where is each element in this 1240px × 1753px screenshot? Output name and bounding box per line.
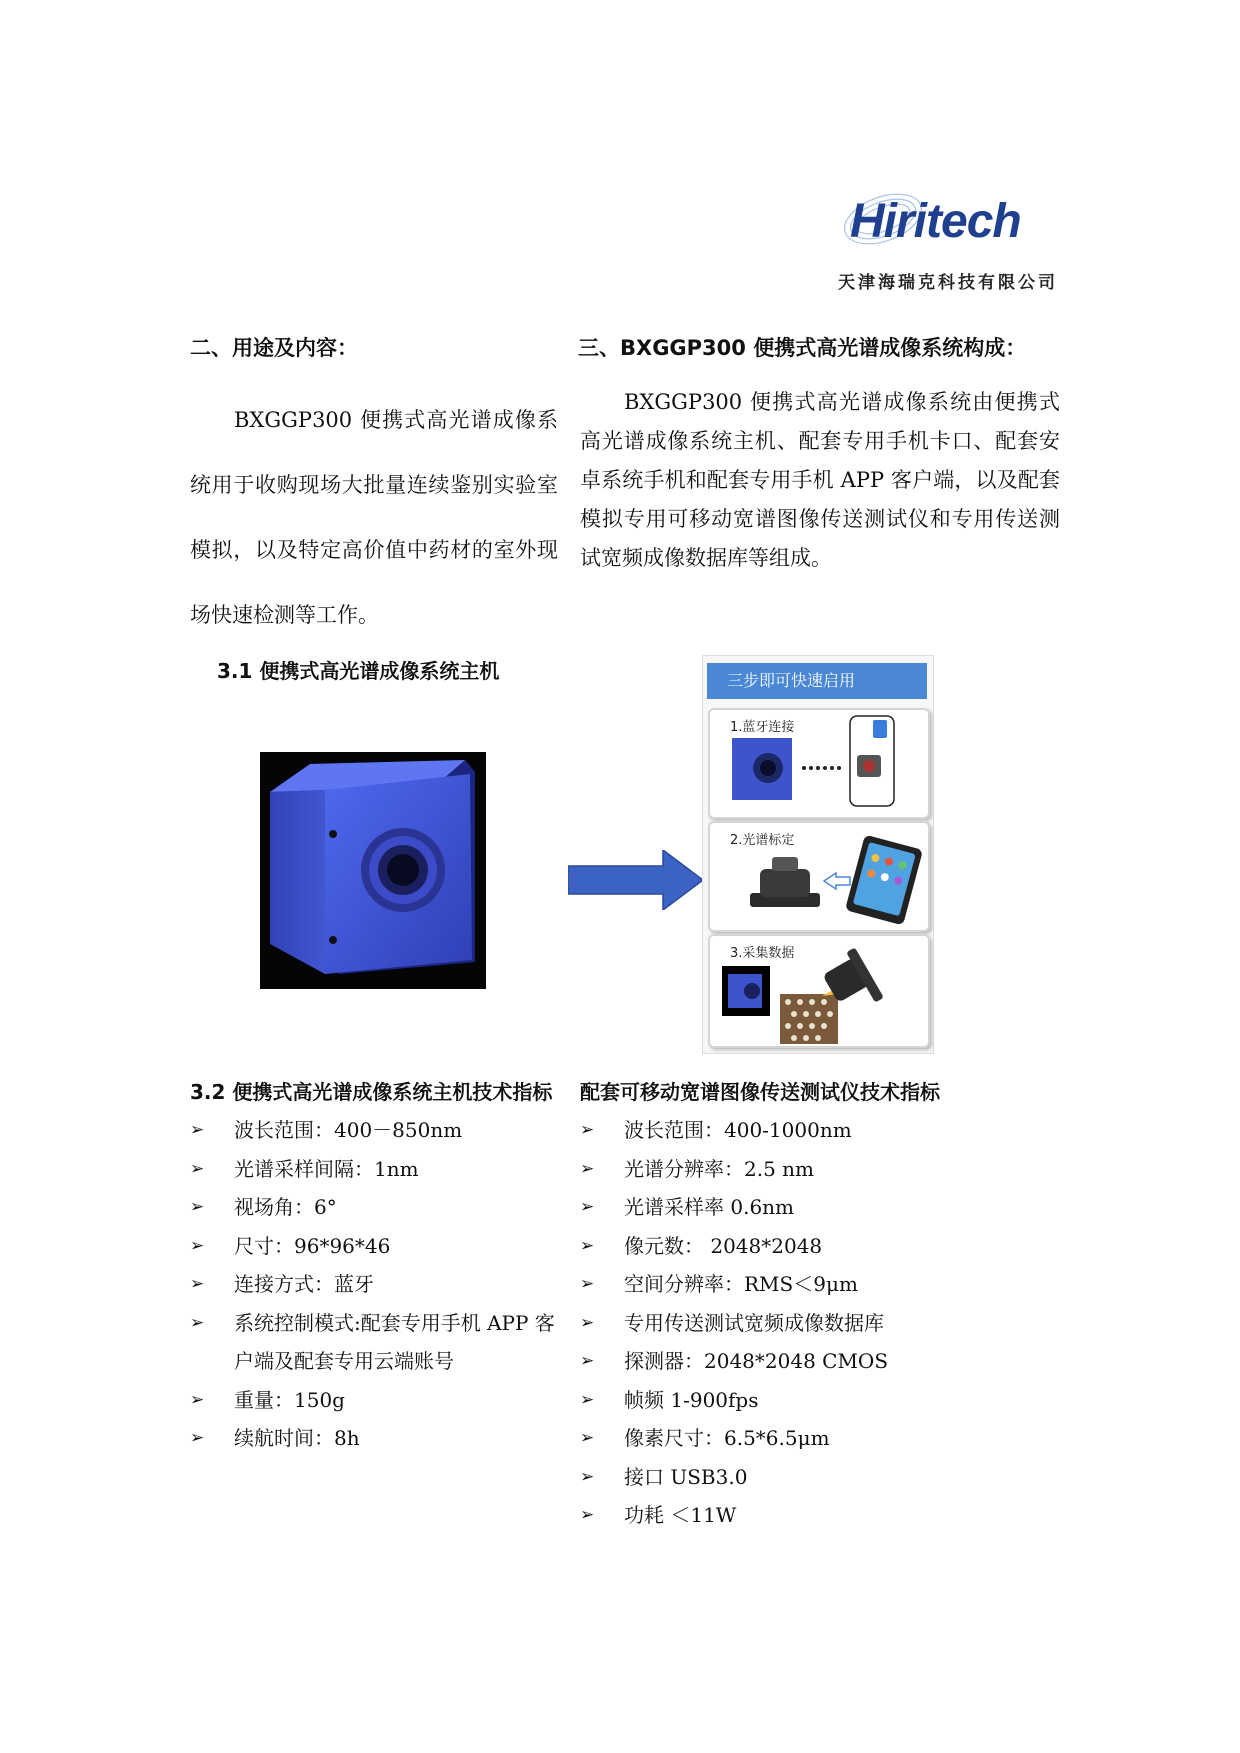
list-item: ➢ 像素尺寸：6.5*6.5μm: [580, 1419, 1050, 1458]
quick-start-banner: 三步即可快速启用: [707, 663, 927, 699]
list-item: ➢ 波长范围：400－850nm: [190, 1111, 560, 1150]
arrow-bullet-icon: ➢: [190, 1389, 205, 1410]
list-item: ➢ 系统控制模式:配套专用手机 APP 客户端及配套专用云端账号: [190, 1304, 560, 1381]
company-name: 天津海瑞克科技有限公司: [838, 273, 1058, 293]
specs-left-title: 3.2 便携式高光谱成像系统主机技术指标: [190, 1080, 553, 1104]
list-item: ➢ 接口 USB3.0: [580, 1458, 1050, 1497]
subsection-31-heading: 3.1 便携式高光谱成像系统主机: [217, 659, 500, 683]
step-card-calibration: [708, 821, 930, 932]
specs-right-title: 配套可移动宽谱图像传送测试仪技术指标: [580, 1080, 940, 1104]
arrow-bullet-icon: ➢: [580, 1428, 595, 1448]
right-arrow-icon: [568, 850, 703, 910]
step1-label: 1.蓝牙连接: [730, 720, 795, 735]
arrow-bullet-icon: ➢: [190, 1120, 205, 1140]
step-card-bluetooth: [708, 708, 930, 819]
quick-start-panel: [702, 655, 934, 1054]
list-item: ➢ 像元数： 2048*2048: [580, 1227, 1050, 1266]
section3-body: [580, 383, 1060, 578]
list-item: ➢ 空间分辨率：RMS＜9μm: [580, 1265, 1050, 1304]
arrow-bullet-icon: ➢: [580, 1235, 595, 1256]
list-item: ➢ 光谱分辨率：2.5 nm: [580, 1150, 1050, 1189]
arrow-bullet-icon: ➢: [580, 1197, 595, 1217]
step2-label: 2.光谱标定: [730, 833, 795, 848]
arrow-bullet-icon: ➢: [190, 1235, 205, 1256]
section3-body-text: BXGGP300 便携式高光谱成像系统由便携式高光谱成像系统主机、配套专用手机卡口、配套安卓系统手机和配套专用手机 APP 客户端，以及配套模拟专用可移动宽谱图像传送测试仪和专用传送测试宽频成像数据库等组成。: [580, 390, 1060, 570]
list-item: ➢ 续航时间：8h: [190, 1419, 560, 1458]
list-item: ➢ 尺寸：96*96*46: [190, 1227, 560, 1266]
list-item: ➢ 光谱采样率 0.6nm: [580, 1188, 1050, 1227]
arrow-bullet-icon: ➢: [190, 1312, 205, 1333]
arrow-bullet-icon: ➢: [580, 1351, 595, 1371]
product-image: [260, 752, 486, 989]
specs-right-list: [580, 1111, 1050, 1535]
list-item: ➢ 光谱采样间隔：1nm: [190, 1150, 560, 1189]
arrow-bullet-icon: ➢: [580, 1158, 595, 1179]
specs-left-list: [190, 1111, 560, 1458]
arrow-bullet-icon: ➢: [190, 1158, 205, 1179]
section2-heading: 二、用途及内容：: [190, 336, 358, 360]
arrow-bullet-icon: ➢: [190, 1197, 205, 1217]
step-card-acquire: [708, 934, 930, 1048]
step3-label: 3.采集数据: [730, 946, 795, 961]
specs-left: [190, 1073, 560, 1458]
section3-heading: 三、BXGGP300 便携式高光谱成像系统构成：: [578, 336, 1027, 360]
arrow-bullet-icon: ➢: [580, 1505, 595, 1525]
specs-right: [580, 1073, 1050, 1535]
list-item: ➢ 波长范围：400-1000nm: [580, 1111, 1050, 1150]
list-item: ➢ 重量：150g: [190, 1381, 560, 1420]
arrow-bullet-icon: ➢: [580, 1120, 595, 1140]
arrow-bullet-icon: ➢: [580, 1312, 595, 1333]
list-item: ➢ 专用传送测试宽频成像数据库: [580, 1304, 1050, 1343]
arrow-bullet-icon: ➢: [580, 1274, 595, 1294]
arrow-bullet-icon: ➢: [190, 1274, 205, 1294]
list-item: ➢ 探测器：2048*2048 CMOS: [580, 1342, 1050, 1381]
brand-wordmark: Hiritech: [850, 195, 1021, 248]
arrow-bullet-icon: ➢: [190, 1428, 205, 1448]
section2-body: [190, 388, 558, 648]
list-item: ➢ 视场角：6°: [190, 1188, 560, 1227]
list-item: ➢ 功耗 ＜11W: [580, 1496, 1050, 1535]
arrow-bullet-icon: ➢: [580, 1389, 595, 1410]
arrow-bullet-icon: ➢: [580, 1466, 595, 1487]
hyperspectral-camera-illustration: [260, 752, 486, 989]
section2-body-text: BXGGP300 便携式高光谱成像系统用于收购现场大批量连续鉴别实验室模拟，以及特定高价值中药材的室外现场快速检测等工作。: [190, 408, 558, 627]
list-item: ➢ 连接方式：蓝牙: [190, 1265, 560, 1304]
company-logo: [838, 180, 1058, 300]
list-item: ➢ 帧频 1-900fps: [580, 1381, 1050, 1420]
